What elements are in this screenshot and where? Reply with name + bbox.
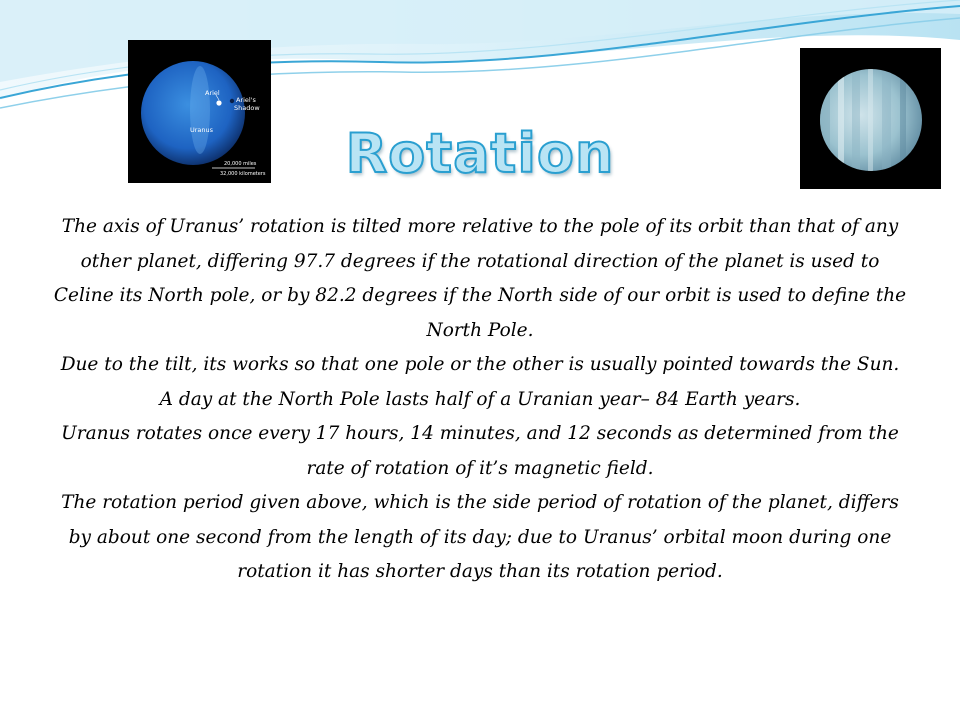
uranus-band bbox=[190, 66, 210, 154]
rotation-facts-list bbox=[52, 210, 908, 590]
fact-day-length: A day at the North Pole lasts half of a Uranian year– 84 Earth years. bbox=[159, 388, 801, 410]
label-uranus: Uranus bbox=[190, 126, 214, 134]
label-ariel: Ariel bbox=[205, 89, 220, 97]
fact-rotation-period: The rotation period given above, which is the side period of rotation of the planet, differs by about one second from the length of its day; due to Uranus’ orbital moon during one rotation it has shorter days than its rotation period. bbox=[61, 492, 899, 582]
slide-title: Rotation bbox=[345, 122, 615, 185]
label-scale-km: 32,000 kilometers bbox=[220, 171, 266, 177]
label-scale-miles: 20,000 miles bbox=[224, 161, 257, 167]
fact-rotation-time: Uranus rotates once every 17 hours, 14 minutes, and 12 seconds as determined from the rate of rotation of it’s magnetic field. bbox=[61, 423, 899, 479]
ariel-shadow bbox=[230, 99, 234, 103]
uranus-bands-illustration bbox=[800, 48, 941, 189]
ariel-moon bbox=[216, 100, 221, 105]
uranus-bands-photo bbox=[800, 48, 941, 189]
uranus-ariel-photo bbox=[128, 40, 271, 183]
fact-axis-tilt: The axis of Uranus’ rotation is tilted more relative to the pole of its orbit than that of any other planet, differing 97.7 degrees if the rotational direction of the planet is used to Celine its North pole, or by 82.2 degrees if the North side of our orbit is used to define the North Pole. bbox=[53, 216, 907, 341]
fact-pole-orientation: Due to the tilt, its works so that one pole or the other is usually pointed towards the Sun. bbox=[60, 354, 900, 375]
uranus-ariel-illustration bbox=[128, 40, 271, 183]
label-ariels-shadow-2: Shadow bbox=[234, 104, 260, 112]
label-ariels-shadow-1: Ariel's bbox=[236, 96, 256, 104]
